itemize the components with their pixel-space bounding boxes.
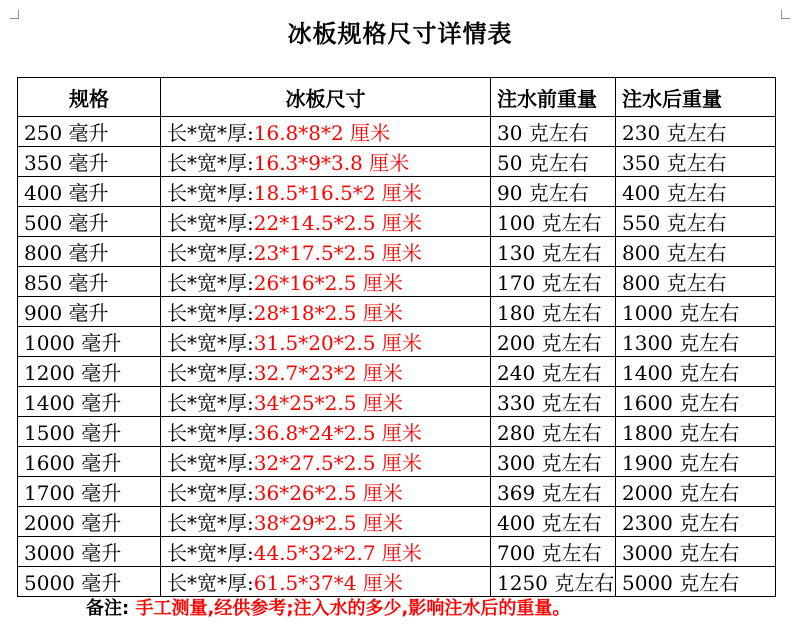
cell-spec: 2000 毫升 [18,507,161,537]
size-dimensions: 26*16*2.5 厘米 [253,271,403,295]
size-prefix: 长*宽*厚: [167,391,254,415]
cell-spec: 500 毫升 [18,207,161,237]
cell-weight-after: 3000 克左右 [616,537,776,567]
table-header-row [18,78,776,117]
cell-size [161,267,491,297]
size-prefix: 长*宽*厚: [167,571,254,595]
size-prefix: 长*宽*厚: [167,181,254,205]
table-row [18,147,776,177]
cell-spec: 3000 毫升 [18,537,161,567]
size-dimensions: 61.5*37*4 厘米 [253,571,403,595]
size-dimensions: 38*29*2.5 厘米 [253,511,403,535]
size-dimensions: 22*14.5*2.5 厘米 [253,211,422,235]
cell-weight-before: 30 克左右 [491,117,616,147]
size-prefix: 长*宽*厚: [167,211,254,235]
cell-size [161,117,491,147]
cell-size [161,507,491,537]
cell-weight-before: 90 克左右 [491,177,616,207]
cell-weight-before: 200 克左右 [491,327,616,357]
cell-weight-before: 300 克左右 [491,447,616,477]
cell-weight-before: 280 克左右 [491,417,616,447]
header-size: 冰板尺寸 [161,78,491,117]
cell-weight-after: 350 克左右 [616,147,776,177]
cell-size [161,357,491,387]
size-dimensions: 28*18*2.5 厘米 [253,301,403,325]
size-prefix: 长*宽*厚: [167,421,254,445]
size-dimensions: 36.8*24*2.5 厘米 [253,421,422,445]
size-dimensions: 32*27.5*2.5 厘米 [253,451,422,475]
cell-spec: 800 毫升 [18,237,161,267]
cell-weight-after: 5000 克左右 [616,567,776,597]
size-dimensions: 16.3*9*3.8 厘米 [253,151,410,175]
header-weight-before: 注水前重量 [491,78,616,117]
table-row [18,177,776,207]
cell-weight-before: 130 克左右 [491,237,616,267]
table-row [18,327,776,357]
size-dimensions: 18.5*16.5*2 厘米 [253,181,422,205]
cell-size [161,387,491,417]
cell-size [161,207,491,237]
cell-weight-after: 1000 克左右 [616,297,776,327]
cell-spec: 350 毫升 [18,147,161,177]
table-row [18,507,776,537]
cell-weight-before: 50 克左右 [491,147,616,177]
size-prefix: 长*宽*厚: [167,511,254,535]
cell-weight-after: 1300 克左右 [616,327,776,357]
table-row [18,117,776,147]
cell-weight-after: 1600 克左右 [616,387,776,417]
size-prefix: 长*宽*厚: [167,271,254,295]
cell-size [161,297,491,327]
footnote-text: 手工测量,经供参考;注入水的多少,影响注水后的重量。 [135,598,571,619]
size-dimensions: 44.5*32*2.7 厘米 [253,541,422,565]
cell-weight-after: 230 克左右 [616,117,776,147]
cell-spec: 250 毫升 [18,117,161,147]
table-body [18,117,776,597]
cell-weight-after: 1900 克左右 [616,447,776,477]
cell-size [161,477,491,507]
cell-spec: 1200 毫升 [18,357,161,387]
cell-size [161,417,491,447]
cell-weight-before: 400 克左右 [491,507,616,537]
size-prefix: 长*宽*厚: [167,331,254,355]
cell-spec: 1000 毫升 [18,327,161,357]
size-dimensions: 31.5*20*2.5 厘米 [253,331,422,355]
size-prefix: 长*宽*厚: [167,451,254,475]
cell-weight-after: 2000 克左右 [616,477,776,507]
cell-size [161,447,491,477]
size-prefix: 长*宽*厚: [167,481,254,505]
cell-size [161,537,491,567]
size-prefix: 长*宽*厚: [167,121,254,145]
size-prefix: 长*宽*厚: [167,241,254,265]
cell-weight-after: 550 克左右 [616,207,776,237]
cell-weight-before: 240 克左右 [491,357,616,387]
cell-spec: 900 毫升 [18,297,161,327]
cell-weight-after: 400 克左右 [616,177,776,207]
cell-weight-before: 170 克左右 [491,267,616,297]
cell-spec: 1400 毫升 [18,387,161,417]
cell-weight-after: 1400 克左右 [616,357,776,387]
cell-weight-before: 330 克左右 [491,387,616,417]
footnote-label: 备注: [86,598,130,619]
table-row [18,417,776,447]
header-weight-after: 注水后重量 [616,78,776,117]
cell-weight-before: 100 克左右 [491,207,616,237]
cell-spec: 5000 毫升 [18,567,161,597]
table-row [18,207,776,237]
cell-size [161,147,491,177]
size-prefix: 长*宽*厚: [167,541,254,565]
cell-size [161,177,491,207]
size-prefix: 长*宽*厚: [167,361,254,385]
size-prefix: 长*宽*厚: [167,301,254,325]
cell-spec: 850 毫升 [18,267,161,297]
cell-weight-before: 700 克左右 [491,537,616,567]
footnote [86,594,570,620]
cell-weight-after: 1800 克左右 [616,417,776,447]
cell-spec: 1500 毫升 [18,417,161,447]
cell-weight-before: 180 克左右 [491,297,616,327]
cell-size [161,237,491,267]
table-row [18,537,776,567]
header-spec: 规格 [18,78,161,117]
table-row [18,477,776,507]
cell-weight-before: 369 克左右 [491,477,616,507]
table-row [18,447,776,477]
cell-weight-after: 800 克左右 [616,267,776,297]
size-dimensions: 16.8*8*2 厘米 [253,121,391,145]
table-row [18,567,776,597]
table-row [18,357,776,387]
table-row [18,297,776,327]
table-row [18,387,776,417]
page-title: 冰板规格尺寸详情表 [287,20,513,48]
size-dimensions: 34*25*2.5 厘米 [253,391,403,415]
size-prefix: 长*宽*厚: [167,151,254,175]
spec-table [17,77,776,597]
table-row [18,267,776,297]
table-row [18,237,776,267]
size-dimensions: 36*26*2.5 厘米 [253,481,403,505]
cell-size [161,567,491,597]
cell-weight-before: 1250 克左右 [491,567,616,597]
cell-spec: 400 毫升 [18,177,161,207]
cell-weight-after: 800 克左右 [616,237,776,267]
size-dimensions: 23*17.5*2.5 厘米 [253,241,422,265]
cell-weight-after: 2300 克左右 [616,507,776,537]
cell-size [161,327,491,357]
cell-spec: 1600 毫升 [18,447,161,477]
cell-spec: 1700 毫升 [18,477,161,507]
size-dimensions: 32.7*23*2 厘米 [253,361,403,385]
